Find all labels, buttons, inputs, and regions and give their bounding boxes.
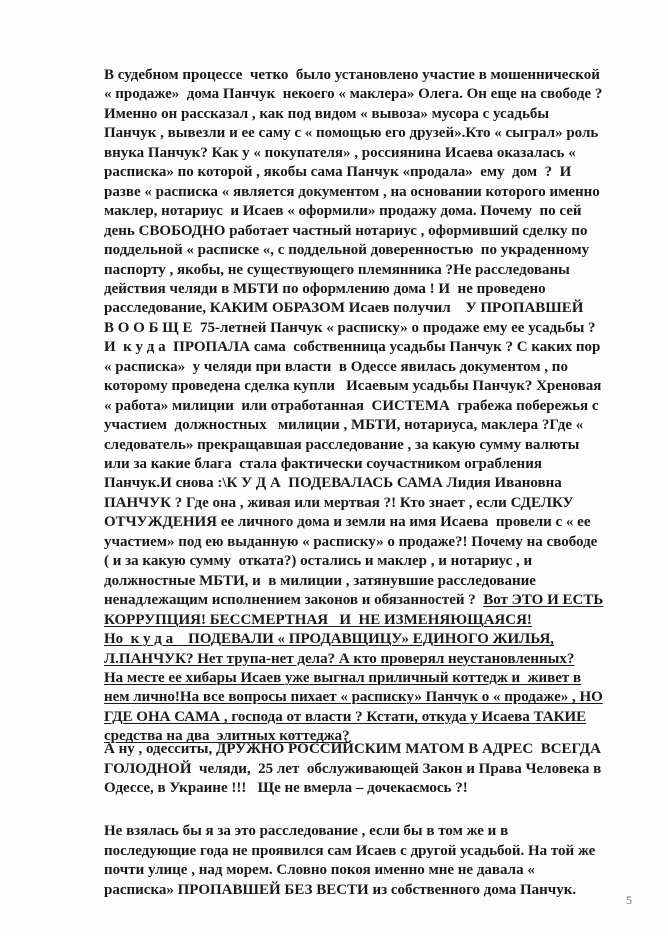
line-text: В судебном процессе четко было установлено участие в мошеннической (104, 67, 600, 83)
underlined-text: Но к у д а ПОДЕВАЛИ « ПРОДАВЩИЦУ» ЕДИНОГО ЖИЛЬЯ, (104, 631, 555, 648)
text-line (104, 261, 570, 279)
text-line (104, 611, 532, 629)
text-line (104, 779, 468, 797)
line-text: ОТЧУЖДЕНИЯ ее личного дома и земли на имя Исаева провели с « ее (104, 514, 591, 531)
text-line (104, 572, 536, 590)
line-text: ( и за какую сумму отката?) остались и маклер , и нотариус , и (104, 553, 533, 570)
text-line (104, 881, 576, 899)
page-number: 5 (626, 893, 632, 907)
text-line (104, 822, 508, 840)
line-text: паспорту , якобы, не существующего племянника ?Не расследованы (104, 261, 570, 278)
text-line (104, 436, 579, 454)
line-text: следователь» прекращавшая расследование , за какую сумму валюты (104, 436, 580, 453)
text-line (104, 66, 600, 84)
line-text: участием» под ею выданную « расписку» о продаже?! Почему на свободе (104, 533, 598, 550)
underlined-text: ГДЕ ОНА САМА , господа от власти ? Кстати, откуда у Исаева ТАКИЕ (104, 708, 587, 725)
line-text: почти улице , над морем. Словно покоя именно мне не давала « (104, 862, 535, 878)
text-line (104, 455, 542, 473)
text-line (104, 861, 535, 879)
line-text: В О О Б Щ Е 75-летней Панчук « расписку» о продаже ему ее усадьбы ? (104, 319, 596, 336)
text-line (104, 740, 601, 758)
line-text: разве « расписка « является документом , на основании которого именно (104, 183, 600, 200)
line-text: Не взялась бы я за это расследование , если бы в том же и в (104, 823, 509, 839)
line-text: поддельной « расписке «, с поддельной доверенностью по украденному (104, 242, 590, 259)
line-text: расписка» по которой , якобы сама Панчук «продала» ему дом ? И (104, 164, 572, 181)
text-line (104, 842, 595, 860)
underlined-text: На месте ее хибары Исаев уже выгнал приличный коттедж и живет в (104, 669, 582, 686)
text-line (104, 202, 582, 220)
text-line (104, 591, 603, 609)
line-text: или за какие блага стала фактически соучастником ограбления (104, 456, 542, 472)
line-text: расследование, КАКИМ ОБРАЗОМ Исаев получил У ПРОПАВШЕЙ (104, 300, 584, 317)
line-text: Панчук.И снова :\К У Д А ПОДЕВАЛАСЬ САМА Лидия Ивановна (104, 475, 562, 492)
line-text: « продаже» дома Панчук некоего « маклера» Олега. Он еще на свободе ? (104, 86, 603, 103)
text-line (104, 85, 602, 103)
line-text: расписка» ПРОПАВШЕЙ БЕЗ ВЕСТИ из собственного дома Панчук. (104, 881, 577, 898)
underlined-text: КОРРУПЦИЯ! БЕССМЕРТНАЯ И НЕ ИЗМЕНЯЮЩАЯСЯ! (104, 611, 532, 628)
underlined-text: Вот ЭТО И ЕСТЬ (483, 592, 604, 609)
text-line (104, 513, 590, 531)
underlined-text: средства на два элитных коттеджа? (104, 728, 350, 745)
text-line (104, 688, 603, 706)
text-line (104, 552, 532, 570)
text-line (104, 494, 574, 512)
underlined-text: Л.ПАНЧУК? Нет трупа-нет дела? А кто проверял неустановленных? (104, 650, 575, 667)
text-line (104, 124, 598, 142)
line-text: действия челяди в МБТИ по оформлению дома ! И не проведено (104, 280, 546, 297)
text-line (104, 416, 583, 434)
line-text: день СВОБОДНО работает частный нотариус , оформивший сделку по (104, 222, 588, 239)
line-text: последующие года не проявился сам Исаев с другой усадьбой. На той же (104, 842, 596, 859)
line-text: ПАНЧУК ? Где она , живая или мертвая ?! Кто знает , если СДЕЛКУ (104, 494, 574, 511)
line-text: Именно он рассказал , как под видом « вывоза» мусора с усадьбы (104, 105, 550, 122)
text-line (104, 241, 589, 259)
line-text: которому проведена сделка купли Исаевым усадьбы Панчук? Хреновая (104, 378, 602, 395)
text-line (104, 358, 568, 376)
line-text: А ну , одесситы, ДРУЖНО РОССИЙСКИМ МАТОМ В АДРЕС ВСЕГДА (104, 741, 601, 757)
underlined-text: нем лично!На все вопросы пихает « расписку» Панчук о « продаже» , НО (104, 689, 603, 706)
text-line (104, 397, 599, 415)
text-line (104, 299, 583, 317)
line-text: участием должностных милиции , МБТИ, нотариуса, маклера ?Где « (104, 417, 584, 434)
text-line (104, 474, 562, 492)
text-line (104, 377, 601, 395)
text-line (104, 183, 600, 201)
line-text: « работа» милиции или отработанная СИСТЕМА грабежа побережья с (104, 397, 599, 414)
line-text: внука Панчук? Как у « покупателя» , россиянина Исаева оказалась « (104, 144, 576, 161)
line-text: Панчук , вывезли и ее саму с « помощью его друзей».Кто « сыграл» роль (104, 125, 599, 142)
line-text: « расписка» у челяди при власти в Одессе явилась документом , по (104, 358, 568, 375)
text-line (104, 650, 574, 668)
line-text: должностные МБТИ, и в милиции , затянувшие расследование (104, 572, 536, 589)
line-text: маклер, нотариус и Исаев « оформили» продажу дома. Почему по сей (104, 203, 582, 220)
text-line (104, 669, 581, 687)
text-line (104, 338, 600, 356)
text-line (104, 708, 586, 726)
line-text: ГОЛОДНОЙ челяди, 25 лет обслуживающей Закон и Права Человека в (104, 760, 602, 777)
text-line (104, 533, 597, 551)
text-line (104, 760, 601, 778)
text-line (104, 105, 549, 123)
line-text: ненадлежащим исполнением законов и обязанностей ? (104, 592, 484, 609)
line-text: И к у д а ПРОПАЛА сама собственница усадьбы Панчук ? С каких пор (104, 339, 601, 356)
text-line (104, 319, 596, 337)
text-line (104, 630, 554, 648)
text-line (104, 144, 576, 162)
text-line (104, 222, 587, 240)
text-line (104, 280, 546, 298)
line-text: Одессе, в Украине !!! Ще не вмерла – дочекаємось ?! (104, 780, 468, 796)
text-line (104, 163, 571, 181)
